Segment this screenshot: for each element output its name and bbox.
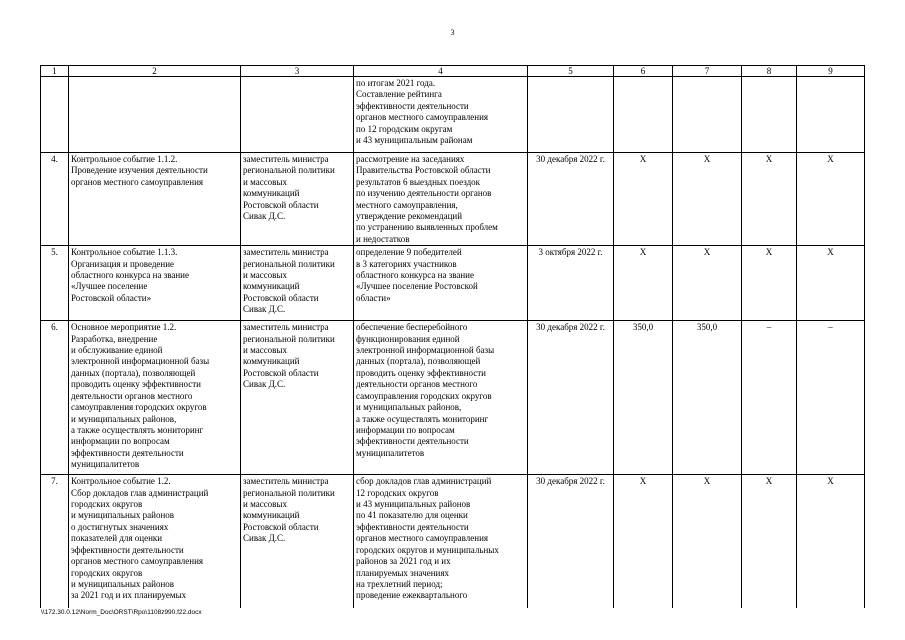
event-cell-line: проводить оценку эффективности: [71, 379, 202, 390]
table-viewport: [40, 65, 865, 608]
result-cell-line: функционирования единой: [356, 333, 460, 344]
result-cell-line: «Лучшее поселение Ростовской: [356, 281, 478, 292]
event-cell-line: органов местного самоуправления: [71, 556, 204, 567]
event-cell: [69, 246, 241, 321]
responsible-cell-line: Сивак Д.С.: [243, 379, 286, 390]
header-cell-2: 2: [69, 66, 241, 77]
responsible-cell-line: региональной политики: [243, 258, 335, 269]
deadline-cell: 30 декабря 2022 г.: [528, 153, 614, 246]
page-number: 3: [450, 28, 455, 37]
event-cell-line: самоуправления городских округов: [71, 402, 207, 413]
result-cell-line: и недостатков: [356, 233, 410, 244]
deadline-cell: 30 декабря 2022 г.: [528, 321, 614, 475]
event-cell-line: данных (портала), позволяющей: [71, 367, 196, 378]
result-cell-line: по устранению выявленных проблем: [356, 222, 498, 233]
result-cell-line: и 43 муниципальным районам: [356, 135, 473, 146]
event-cell-line: эффективности деятельности: [71, 544, 184, 555]
col8-cell: Х: [742, 475, 797, 608]
row-number: 6.: [41, 321, 69, 475]
event-cell-line: показателей для оценки: [71, 533, 163, 544]
result-cell-line: местного самоуправления,: [356, 199, 458, 210]
responsible-cell-line: заместитель министра: [243, 154, 329, 164]
deadline-cell: 30 декабря 2022 г.: [528, 475, 614, 608]
col7-cell: Х: [673, 153, 742, 246]
responsible-cell-line: Ростовской области: [243, 521, 319, 532]
result-cell-line: результатов 6 выездных поездок: [356, 176, 481, 187]
result-cell-line: областного конкурса на звание: [356, 270, 474, 281]
responsible-cell-line: коммуникаций: [243, 188, 300, 199]
result-cell-line: городских округов и муниципальных: [356, 544, 499, 555]
responsible-cell-line: Ростовской области: [243, 292, 319, 303]
event-cell: [69, 475, 241, 608]
event-cell-line: Контрольное событие 1.1.3.: [71, 247, 178, 258]
table-row: [41, 153, 865, 246]
col8-cell: Х: [742, 246, 797, 321]
event-cell-line: и муниципальных районов: [71, 510, 175, 521]
result-cell-line: области»: [356, 292, 391, 303]
col9-cell: –: [797, 321, 865, 475]
event-cell-line: областного конкурса на звание: [71, 270, 189, 281]
responsible-cell-line: региональной политики: [243, 487, 335, 498]
table-row: [41, 475, 865, 608]
col7-cell: [673, 77, 742, 153]
responsible-cell-line: Ростовской области: [243, 367, 319, 378]
responsible-cell-line: и массовых: [243, 176, 287, 187]
result-cell-line: органов местного самоуправления: [356, 112, 489, 123]
responsible-cell: [241, 153, 354, 246]
responsible-cell-line: заместитель министра: [243, 322, 329, 333]
event-cell-line: эффективности деятельности: [71, 447, 184, 458]
responsible-cell-line: и массовых: [243, 345, 287, 356]
result-cell-line: определение 9 победителей: [356, 247, 462, 258]
header-row: [41, 66, 865, 77]
result-cell-line: а также осуществлять мониторинг: [356, 413, 489, 424]
header-cell-5: 5: [528, 66, 614, 77]
result-cell-line: Составление рейтинга: [356, 89, 442, 100]
event-cell-line: городских округов: [71, 499, 143, 510]
responsible-cell-line: Сивак Д.С.: [243, 211, 286, 222]
table-row: [41, 77, 865, 153]
row-number: 7.: [41, 475, 69, 608]
header-cell-4: 4: [354, 66, 528, 77]
table-row: [41, 321, 865, 475]
event-cell-line: Контрольное событие 1.2.: [71, 476, 171, 487]
responsible-cell-line: коммуникаций: [243, 356, 300, 367]
event-cell: [69, 153, 241, 246]
responsible-cell-line: заместитель министра: [243, 247, 329, 258]
col8-cell: –: [742, 321, 797, 475]
result-cell-line: планируемых значениях: [356, 567, 449, 578]
result-cell: [354, 321, 528, 475]
header-cell-3: 3: [241, 66, 354, 77]
responsible-cell: [241, 475, 354, 608]
event-cell-line: муниципалитетов: [71, 459, 140, 470]
event-cell-line: Ростовской области»: [71, 292, 152, 303]
result-cell-line: эффективности деятельности: [356, 521, 469, 532]
result-cell-line: по изучению деятельности органов: [356, 188, 492, 199]
result-cell-line: рассмотрение на заседаниях: [356, 154, 465, 164]
event-cell-line: органов местного самоуправления: [71, 176, 204, 187]
responsible-cell-line: и массовых: [243, 270, 287, 281]
header-cell-1: 1: [41, 66, 69, 77]
header-cell-6: 6: [614, 66, 673, 77]
header-cell-7: 7: [673, 66, 742, 77]
event-cell-line: о достигнутых значениях: [71, 521, 169, 532]
result-cell-line: самоуправления городских округов: [356, 390, 492, 401]
event-cell-line: Сбор докладов глав администраций: [71, 487, 209, 498]
result-cell-line: информации по вопросам: [356, 424, 455, 435]
deadline-cell: [528, 77, 614, 153]
responsible-cell-line: коммуникаций: [243, 510, 300, 521]
result-cell-line: проведение ежеквартального: [356, 590, 468, 601]
col7-cell: Х: [673, 246, 742, 321]
event-cell-line: Контрольное событие 1.1.2.: [71, 154, 178, 164]
result-cell-line: Правительства Ростовской области: [356, 165, 491, 176]
deadline-cell: 3 октября 2022 г.: [528, 246, 614, 321]
result-cell-line: и муниципальных районов,: [356, 402, 462, 413]
result-cell-line: по 12 городским округам: [356, 123, 453, 134]
responsible-cell-line: Ростовской области: [243, 199, 319, 210]
event-cell-line: информации по вопросам: [71, 436, 170, 447]
result-cell-line: 12 городских округов: [356, 487, 439, 498]
result-cell-line: электронной информационной базы: [356, 345, 495, 356]
event-cell-line: Разработка, внедрение: [71, 333, 158, 344]
col8-cell: [742, 77, 797, 153]
row-number: [41, 77, 69, 153]
row-number: 5.: [41, 246, 69, 321]
event-cell-line: Проведение изучения деятельности: [71, 165, 208, 176]
responsible-cell-line: региональной политики: [243, 165, 335, 176]
col6-cell: Х: [614, 153, 673, 246]
responsible-cell-line: коммуникаций: [243, 281, 300, 292]
col6-cell: Х: [614, 475, 673, 608]
col6-cell: [614, 77, 673, 153]
responsible-cell: [241, 246, 354, 321]
table-body: [41, 77, 865, 609]
event-cell-line: городских округов: [71, 567, 143, 578]
result-cell-line: в 3 категориях участников: [356, 258, 457, 269]
result-cell: [354, 153, 528, 246]
result-cell-line: по 41 показателю для оценки: [356, 510, 468, 521]
responsible-cell-line: и массовых: [243, 499, 287, 510]
event-cell-line: а также осуществлять мониторинг: [71, 424, 204, 435]
result-cell-line: районов за 2021 год и их: [356, 556, 451, 567]
responsible-cell-line: Сивак Д.С.: [243, 533, 286, 544]
result-cell-line: деятельности органов местного: [356, 379, 478, 390]
event-cell-line: деятельности органов местного: [71, 390, 193, 401]
result-cell-line: муниципалитетов: [356, 447, 425, 458]
col9-cell: Х: [797, 475, 865, 608]
row-number: 4.: [41, 153, 69, 246]
result-cell-line: эффективности деятельности: [356, 436, 469, 447]
result-cell: [354, 77, 528, 153]
result-cell-line: утверждение рекомендаций: [356, 211, 463, 222]
responsible-cell: [241, 321, 354, 475]
event-cell-line: Основное мероприятие 1.2.: [71, 322, 177, 333]
responsible-cell: [241, 77, 354, 153]
table-row: [41, 246, 865, 321]
col6-cell: Х: [614, 246, 673, 321]
event-cell-line: Организация и проведение: [71, 258, 175, 269]
event-cell-line: за 2021 год и их планируемых: [71, 590, 187, 601]
result-cell: [354, 246, 528, 321]
result-cell-line: данных (портала), позволяющей: [356, 356, 481, 367]
header-cell-9: 9: [797, 66, 865, 77]
event-cell: [69, 77, 241, 153]
result-cell-line: сбор докладов глав администраций: [356, 476, 492, 487]
file-path-footer: \\172.30.0.12\Norm_Doc\ORST\Rpo\1108z990.f22.docx: [41, 609, 202, 616]
result-cell-line: на трехлетний период;: [356, 578, 443, 589]
col7-cell: 350,0: [673, 321, 742, 475]
event-cell-line: «Лучшее поселение: [71, 281, 148, 292]
event-cell-line: и обслуживание единой: [71, 345, 163, 356]
plan-table: [40, 65, 865, 608]
result-cell-line: обеспечение бесперебойного: [356, 322, 468, 333]
responsible-cell-line: Сивак Д.С.: [243, 304, 286, 315]
result-cell-line: и 43 муниципальных районов: [356, 499, 471, 510]
responsible-cell-line: региональной политики: [243, 333, 335, 344]
col7-cell: Х: [673, 475, 742, 608]
result-cell-line: проводить оценку эффективности: [356, 367, 487, 378]
result-cell: [354, 475, 528, 608]
col9-cell: Х: [797, 153, 865, 246]
col9-cell: Х: [797, 246, 865, 321]
result-cell-line: эффективности деятельности: [356, 100, 469, 111]
col9-cell: [797, 77, 865, 153]
col8-cell: Х: [742, 153, 797, 246]
responsible-cell-line: заместитель министра: [243, 476, 329, 487]
header-cell-8: 8: [742, 66, 797, 77]
event-cell-line: электронной информационной базы: [71, 356, 210, 367]
event-cell-line: и муниципальных районов,: [71, 413, 177, 424]
event-cell: [69, 321, 241, 475]
result-cell-line: по итогам 2021 года.: [356, 78, 436, 88]
event-cell-line: и муниципальных районов: [71, 578, 175, 589]
col6-cell: 350,0: [614, 321, 673, 475]
result-cell-line: органов местного самоуправления: [356, 533, 489, 544]
